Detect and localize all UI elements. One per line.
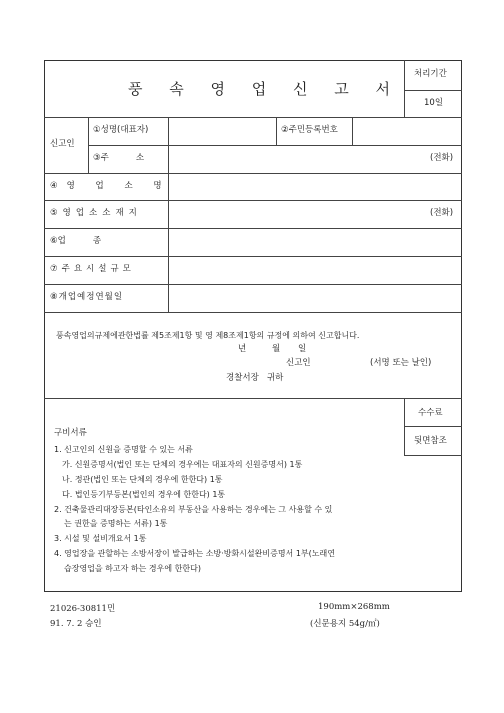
fee-value: 뒷면참조 [414, 436, 447, 446]
form-code: 21026-30811민 [50, 604, 116, 614]
document-item: 는 권한을 증명하는 서류) 1통 [64, 519, 168, 528]
business-address-label: ⑤영업소소재지 [50, 208, 142, 218]
document-item: 2. 건축물관리대장등본(타인소유의 부동산을 사용하는 경우에는 그 사용할 수 있 [54, 505, 333, 514]
name-label: ①성명(대표자) [93, 125, 149, 135]
divider [44, 312, 462, 313]
date-month-label: 월 [272, 344, 281, 354]
document-item: 다. 법인등기부등본(법인의 경우에 한한다) 1통 [62, 490, 226, 499]
business-type-label: ⑥업 종 [50, 236, 102, 246]
processing-period-value: 10일 [424, 98, 444, 108]
addressee-label: 경찰서장 귀하 [226, 373, 284, 383]
divider [404, 455, 462, 456]
business-address-phone-label: (전화) [430, 208, 454, 218]
business-name-field[interactable] [169, 174, 461, 199]
divider [404, 90, 462, 91]
applicant-label: 신고인 [50, 139, 75, 149]
divider [404, 60, 405, 117]
document-item: 습장영업을 하고자 하는 경우에 한한다) [64, 564, 201, 573]
name-field[interactable] [169, 118, 275, 144]
fee-label: 수수료 [418, 408, 443, 418]
paper-size: 190mm×268mm [318, 602, 390, 612]
business-name-label: ④영 업 소 명 [50, 181, 171, 191]
form-title: 풍 속 영 업 신 고 서 [128, 80, 402, 98]
address-label: ③주 소 [93, 153, 145, 163]
required-documents-heading: 구비서류 [54, 428, 87, 438]
resident-id-label: ②주민등록번호 [281, 125, 338, 135]
opening-date-field[interactable] [169, 285, 461, 311]
document-item: 나. 정관(법인 또는 단체의 경우에 한한다) 1통 [62, 475, 223, 484]
facility-size-label: ⑦주요시설규모 [50, 264, 135, 274]
signature-label: (서명 또는 날인) [370, 358, 432, 368]
divider [404, 398, 405, 455]
divider [404, 426, 462, 427]
resident-id-field[interactable] [353, 118, 461, 144]
facility-size-field[interactable] [169, 257, 461, 283]
opening-date-label: ⑧개업예정연월일 [50, 292, 124, 302]
paper-spec: (신문용지 54g/㎡) [310, 619, 380, 629]
approval-date: 91. 7. 2 승인 [50, 619, 102, 629]
processing-period-label: 처리기간 [414, 69, 447, 79]
document-item: 3. 시설 및 설비개요서 1통 [54, 534, 147, 543]
date-day-label: 일 [298, 344, 307, 354]
document-item: 4. 영업장을 관할하는 소방서장이 발급하는 소방·방화시설완비증명서 1부(노래연 [54, 549, 335, 558]
declaration-statement: 풍속영업의규제에관한법률 제5조제1항 및 영 제8조제1항의 규정에 의하여 신고합니다. [56, 331, 360, 340]
document-item: 가. 신원증명서(법인 또는 단체의 경우에는 대표자의 신원증명서) 1통 [62, 460, 303, 469]
business-type-field[interactable] [169, 229, 461, 255]
divider [88, 117, 89, 173]
business-address-field[interactable] [169, 201, 424, 227]
date-year-label: 년 [238, 344, 247, 354]
phone-label: (전화) [430, 153, 454, 163]
reporter-label: 신고인 [286, 358, 311, 368]
divider [276, 117, 277, 145]
divider [44, 398, 462, 399]
address-field[interactable] [169, 146, 424, 172]
document-item: 1. 신고인의 신원을 증명할 수 있는 서류 [54, 445, 193, 454]
